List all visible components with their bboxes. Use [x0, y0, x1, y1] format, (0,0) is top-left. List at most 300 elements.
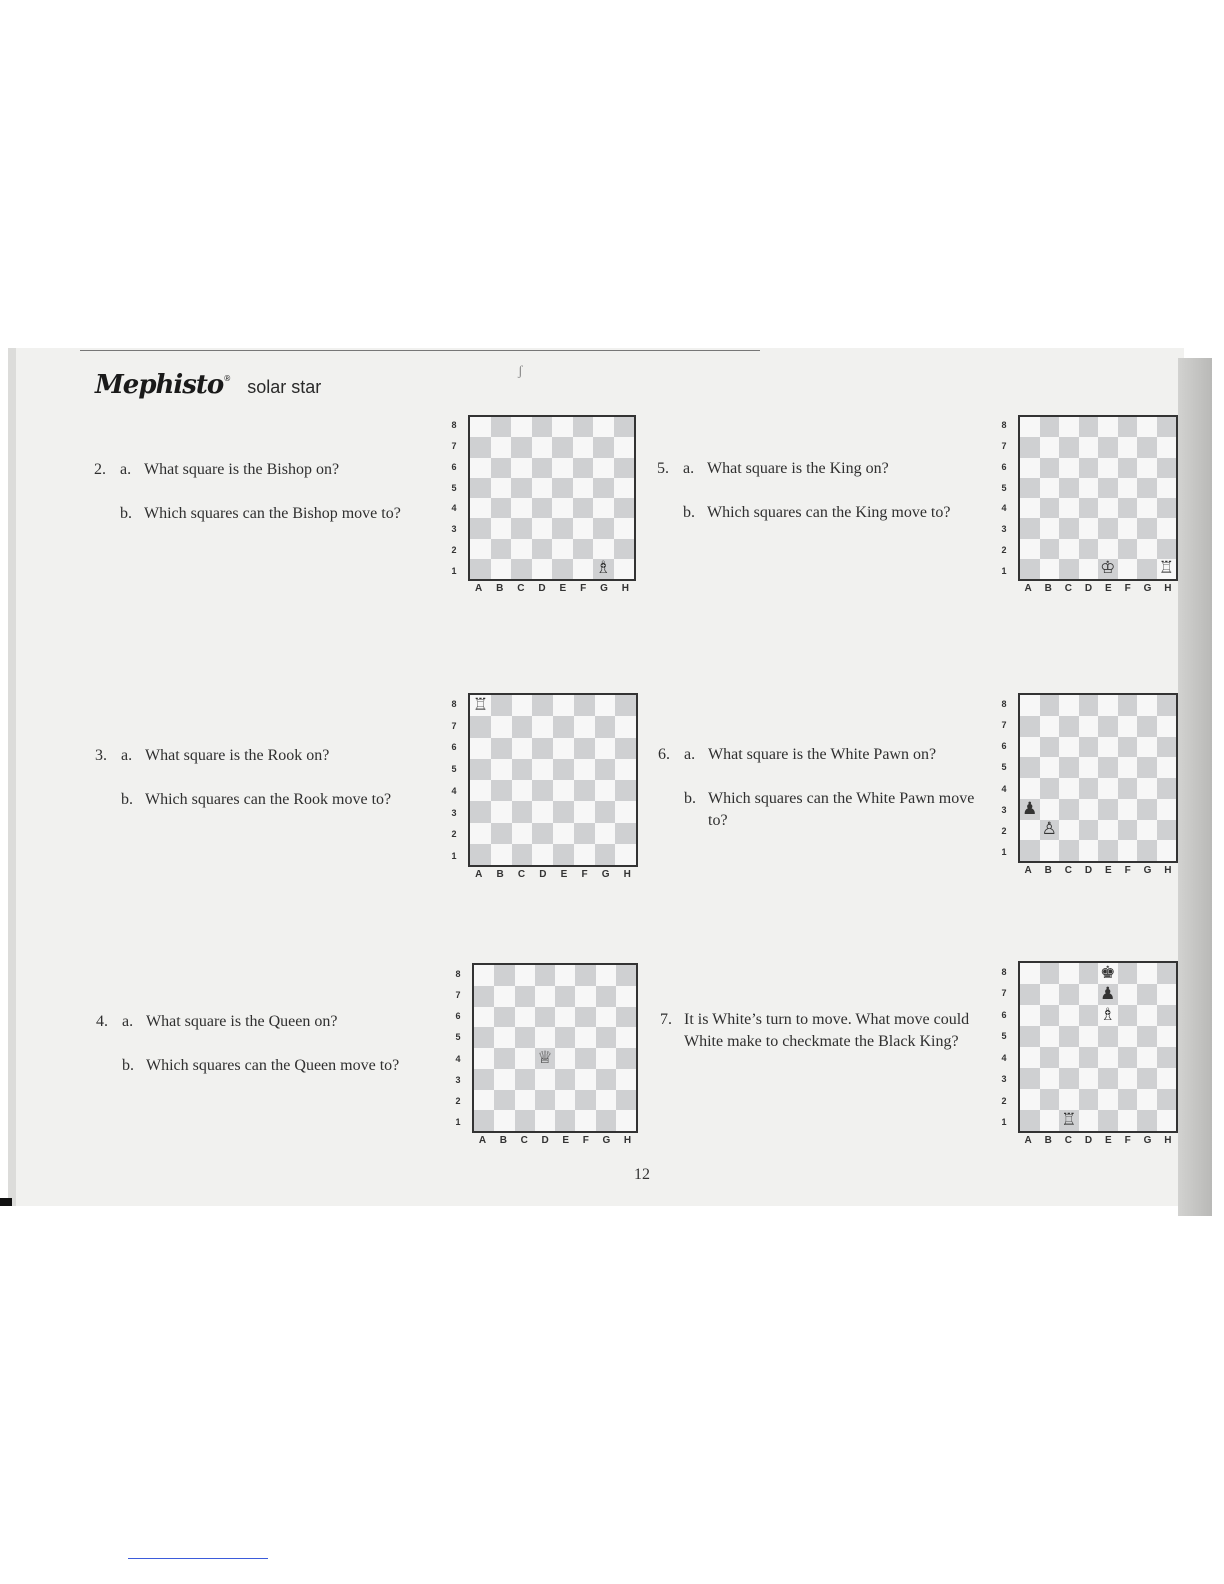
rank-label: 2	[1001, 544, 1007, 555]
square-b2	[1040, 820, 1060, 841]
square-a4	[470, 498, 491, 518]
question-2	[94, 459, 444, 525]
square-d2	[1079, 820, 1099, 841]
square-a2	[1020, 539, 1040, 559]
square-f8	[1118, 695, 1138, 716]
rank-label: 6	[451, 461, 457, 472]
square-a1	[470, 844, 491, 865]
square-g8	[595, 695, 616, 716]
file-label: E	[560, 869, 568, 880]
square-c6	[515, 1007, 535, 1028]
square-g4	[1137, 778, 1157, 799]
square-b8	[1040, 417, 1060, 437]
square-c8	[1059, 695, 1079, 716]
square-c3	[515, 1069, 535, 1090]
file-label: B	[496, 583, 504, 594]
square-b5	[1040, 757, 1060, 778]
square-f3	[573, 518, 594, 538]
square-g4	[595, 780, 616, 801]
part-letter: a.	[683, 460, 695, 477]
square-e8	[1098, 695, 1118, 716]
rank-label: 1	[1001, 565, 1007, 576]
square-h7	[1157, 437, 1177, 457]
square-h6	[615, 738, 636, 759]
square-c6	[511, 458, 532, 478]
square-h5	[1157, 478, 1177, 498]
square-c3	[1059, 1068, 1079, 1089]
square-f6	[1118, 737, 1138, 758]
square-g7	[595, 716, 616, 737]
square-e4	[1098, 1047, 1118, 1068]
square-h7	[1157, 716, 1177, 737]
file-label: G	[602, 1135, 611, 1146]
square-c4	[512, 780, 533, 801]
square-a4	[1020, 498, 1040, 518]
file-label: C	[517, 869, 526, 880]
square-c1	[1059, 559, 1079, 579]
square-d7	[532, 716, 553, 737]
square-c6	[512, 738, 533, 759]
file-label: A	[1024, 865, 1032, 876]
file-label: C	[520, 1135, 528, 1146]
square-b5	[491, 478, 512, 498]
question-text: Which squares can the Bishop move to?	[144, 505, 401, 522]
square-a1	[470, 559, 491, 579]
square-h7	[614, 437, 635, 457]
square-g3	[1137, 518, 1157, 538]
square-f6	[1118, 458, 1138, 478]
square-d3	[532, 518, 553, 538]
rank-label: 5	[455, 1032, 461, 1043]
square-e7	[553, 716, 574, 737]
square-d7	[1079, 984, 1099, 1005]
square-f1	[574, 844, 595, 865]
square-a5	[1020, 1026, 1040, 1047]
square-g3	[1137, 1068, 1157, 1089]
square-c6	[1059, 1005, 1079, 1026]
rank-label: 8	[451, 420, 457, 431]
square-a6	[1020, 1005, 1040, 1026]
file-label: F	[582, 1135, 589, 1146]
rank-label: 8	[455, 968, 461, 979]
square-b3	[1040, 1068, 1060, 1089]
square-h1	[614, 559, 635, 579]
square-b4	[491, 498, 512, 518]
file-labels	[1018, 583, 1178, 594]
square-g8	[1137, 695, 1157, 716]
rank-label: 1	[455, 1117, 461, 1128]
white-rook-icon: ♖	[1061, 1110, 1077, 1130]
square-b7	[491, 437, 512, 457]
square-h8	[1157, 695, 1177, 716]
square-a3	[1020, 799, 1040, 820]
square-e1	[1098, 840, 1118, 861]
square-c4	[515, 1048, 535, 1069]
square-h6	[1157, 737, 1177, 758]
square-h5	[614, 478, 635, 498]
square-c5	[511, 478, 532, 498]
square-g2	[1137, 1089, 1157, 1110]
question-number: 7.	[660, 1011, 672, 1028]
rank-label: 4	[1001, 1052, 1007, 1063]
square-a8	[1020, 417, 1040, 437]
file-label: B	[496, 869, 504, 880]
file-label: B	[1044, 1135, 1052, 1146]
square-d1	[532, 844, 553, 865]
square-h1	[1157, 559, 1177, 579]
square-b8	[1040, 963, 1060, 984]
square-f1	[1118, 840, 1138, 861]
square-d4	[1079, 498, 1099, 518]
rank-label: 3	[455, 1074, 461, 1085]
board-grid	[1018, 961, 1178, 1133]
square-e7	[552, 437, 573, 457]
square-a2	[1020, 1089, 1040, 1110]
square-e6	[555, 1007, 575, 1028]
file-label: D	[541, 1135, 549, 1146]
brand-logo: Mephisto	[95, 370, 224, 400]
square-e1	[1098, 1110, 1118, 1131]
square-f1	[573, 559, 594, 579]
file-label: H	[623, 1135, 632, 1146]
square-d8	[532, 417, 553, 437]
square-a8	[474, 965, 494, 986]
file-label: H	[1164, 583, 1172, 594]
square-g7	[596, 986, 616, 1007]
file-label: B	[1044, 583, 1052, 594]
square-g6	[1137, 737, 1157, 758]
square-f7	[1118, 437, 1138, 457]
square-g2	[1137, 539, 1157, 559]
square-g1	[1137, 559, 1157, 579]
square-b4	[1040, 1047, 1060, 1068]
rank-label: 7	[1001, 441, 1007, 452]
square-f5	[573, 478, 594, 498]
square-c2	[515, 1090, 535, 1111]
square-e3	[555, 1069, 575, 1090]
square-e8	[1098, 417, 1118, 437]
square-h6	[616, 1007, 636, 1028]
square-f7	[1118, 984, 1138, 1005]
square-d3	[532, 801, 553, 822]
square-d5	[1079, 478, 1099, 498]
rank-label: 5	[451, 482, 457, 493]
square-f5	[575, 1027, 595, 1048]
rank-label: 7	[1001, 719, 1007, 730]
square-e7	[1098, 716, 1118, 737]
square-e3	[1098, 1068, 1118, 1089]
square-b8	[491, 417, 512, 437]
question-number: 5.	[657, 460, 669, 477]
square-c4	[1059, 778, 1079, 799]
square-h4	[615, 780, 636, 801]
square-a8	[470, 695, 491, 716]
square-h2	[616, 1090, 636, 1111]
square-h3	[1157, 518, 1177, 538]
file-labels	[1018, 865, 1178, 876]
square-a4	[470, 780, 491, 801]
rank-label: 4	[1001, 503, 1007, 514]
square-d6	[532, 738, 553, 759]
rank-label: 3	[1001, 1074, 1007, 1085]
square-h8	[1157, 417, 1177, 437]
square-d2	[1079, 539, 1099, 559]
rank-label: 2	[451, 829, 457, 840]
square-e4	[555, 1048, 575, 1069]
square-a5	[470, 478, 491, 498]
square-b5	[1040, 1026, 1060, 1047]
square-e5	[552, 478, 573, 498]
board-grid	[472, 963, 638, 1133]
square-f2	[1118, 820, 1138, 841]
chess-board	[448, 693, 638, 883]
square-c7	[512, 716, 533, 737]
square-a3	[474, 1069, 494, 1090]
question-text: What square is the King on?	[707, 460, 889, 477]
square-g6	[1137, 1005, 1157, 1026]
square-g7	[1137, 984, 1157, 1005]
square-d7	[535, 986, 555, 1007]
square-b4	[1040, 498, 1060, 518]
square-d5	[532, 478, 553, 498]
square-c1	[1059, 840, 1079, 861]
square-f5	[1118, 478, 1138, 498]
square-h3	[615, 801, 636, 822]
square-h3	[616, 1069, 636, 1090]
square-a8	[470, 417, 491, 437]
white-bishop-icon: ♗	[595, 558, 611, 579]
square-a5	[1020, 478, 1040, 498]
square-c4	[1059, 1047, 1079, 1068]
square-h5	[1157, 757, 1177, 778]
square-f3	[1118, 799, 1138, 820]
square-d6	[532, 458, 553, 478]
square-h4	[616, 1048, 636, 1069]
square-f4	[573, 498, 594, 518]
square-b7	[1040, 984, 1060, 1005]
square-e6	[1098, 458, 1118, 478]
square-e1	[1098, 559, 1118, 579]
question-text: Which squares can the Rook move to?	[145, 791, 392, 808]
square-f5	[1118, 757, 1138, 778]
file-label: C	[517, 583, 525, 594]
square-f4	[1118, 498, 1138, 518]
file-label: D	[1084, 1135, 1093, 1146]
square-b1	[1040, 1110, 1060, 1131]
rank-label: 5	[1001, 1031, 1007, 1042]
board-grid	[1018, 415, 1178, 581]
square-e2	[552, 539, 573, 559]
square-f3	[574, 801, 595, 822]
square-d5	[532, 759, 553, 780]
square-f5	[1118, 1026, 1138, 1047]
square-d2	[1079, 1089, 1099, 1110]
square-f4	[1118, 1047, 1138, 1068]
square-g6	[593, 458, 614, 478]
square-e8	[552, 417, 573, 437]
rank-label: 3	[451, 807, 457, 818]
square-g2	[1137, 820, 1157, 841]
square-c7	[511, 437, 532, 457]
file-labels	[472, 1135, 638, 1146]
square-f1	[1118, 1110, 1138, 1131]
question-number: 4.	[96, 1013, 108, 1030]
rank-labels	[452, 963, 464, 1133]
rank-label: 7	[451, 441, 457, 452]
square-h6	[1157, 1005, 1177, 1026]
page-edge-shadow	[1178, 358, 1212, 1216]
file-label: A	[1024, 583, 1032, 594]
square-e5	[553, 759, 574, 780]
square-f3	[1118, 1068, 1138, 1089]
scan-speck: ʃ	[518, 364, 523, 379]
file-label: F	[1124, 1135, 1131, 1146]
black-pawn-icon: ♟	[1100, 984, 1116, 1004]
part-letter: b.	[120, 505, 132, 522]
square-a4	[474, 1048, 494, 1069]
rank-label: 8	[451, 698, 457, 709]
file-label: A	[475, 869, 483, 880]
rank-label: 8	[1001, 966, 1007, 977]
file-label: G	[600, 583, 608, 594]
square-f8	[1118, 963, 1138, 984]
file-label: F	[580, 583, 587, 594]
chess-board	[998, 415, 1178, 597]
square-g2	[596, 1090, 616, 1111]
square-h3	[1157, 1068, 1177, 1089]
file-label: G	[1143, 583, 1152, 594]
square-h2	[1157, 820, 1177, 841]
square-e1	[555, 1110, 575, 1131]
square-d7	[1079, 716, 1099, 737]
square-c8	[511, 417, 532, 437]
white-pawn-icon: ♙	[1041, 819, 1057, 840]
square-h8	[616, 965, 636, 986]
square-e2	[1098, 820, 1118, 841]
square-h2	[614, 539, 635, 559]
square-e3	[552, 518, 573, 538]
square-d1	[1079, 559, 1099, 579]
file-label: C	[1064, 865, 1072, 876]
square-b6	[1040, 737, 1060, 758]
registered-mark: ®	[223, 374, 232, 383]
question-text: What square is the Queen on?	[146, 1013, 338, 1030]
square-f7	[575, 986, 595, 1007]
question-text: What square is the Bishop on?	[144, 461, 340, 478]
square-d7	[1079, 437, 1099, 457]
rank-label: 7	[455, 989, 461, 1000]
rank-label: 2	[455, 1096, 461, 1107]
square-f8	[575, 965, 595, 986]
rank-label: 2	[1001, 1095, 1007, 1106]
square-b7	[1040, 437, 1060, 457]
square-c6	[1059, 458, 1079, 478]
square-b6	[491, 738, 512, 759]
square-g4	[1137, 1047, 1157, 1068]
part-letter: b.	[121, 791, 133, 808]
brand-subtitle: solar star	[247, 377, 322, 397]
square-a2	[474, 1090, 494, 1111]
square-g3	[593, 518, 614, 538]
square-a4	[1020, 778, 1040, 799]
square-a3	[1020, 518, 1040, 538]
square-g3	[596, 1069, 616, 1090]
square-b6	[491, 458, 512, 478]
square-d6	[1079, 1005, 1099, 1026]
square-g5	[595, 759, 616, 780]
file-label: E	[559, 583, 567, 594]
square-c7	[1059, 716, 1079, 737]
square-h2	[1157, 539, 1177, 559]
white-bishop-icon: ♗	[1100, 1005, 1116, 1025]
square-b7	[491, 716, 512, 737]
square-e6	[1098, 737, 1118, 758]
file-label: H	[1164, 1135, 1172, 1146]
square-e6	[552, 458, 573, 478]
square-c3	[511, 518, 532, 538]
square-f1	[575, 1110, 595, 1131]
square-g5	[1137, 478, 1157, 498]
square-f2	[574, 823, 595, 844]
square-f7	[1118, 716, 1138, 737]
square-c8	[1059, 417, 1079, 437]
square-h8	[614, 417, 635, 437]
square-d2	[535, 1090, 555, 1111]
square-a3	[470, 801, 491, 822]
square-c1	[515, 1110, 535, 1131]
square-a3	[470, 518, 491, 538]
square-e1	[552, 559, 573, 579]
square-c5	[1059, 478, 1079, 498]
square-b3	[491, 518, 512, 538]
square-e5	[1098, 1026, 1118, 1047]
question-text: Which squares can the White Pawn move to?	[708, 790, 975, 829]
square-e7	[555, 986, 575, 1007]
square-g8	[593, 417, 614, 437]
question-text: What square is the White Pawn on?	[708, 746, 937, 763]
square-d2	[532, 539, 553, 559]
square-f4	[574, 780, 595, 801]
square-d5	[1079, 1026, 1099, 1047]
square-h6	[614, 458, 635, 478]
square-c2	[1059, 820, 1079, 841]
square-c2	[512, 823, 533, 844]
square-d2	[532, 823, 553, 844]
square-g3	[595, 801, 616, 822]
square-e4	[1098, 778, 1118, 799]
square-e2	[1098, 539, 1118, 559]
square-g6	[596, 1007, 616, 1028]
file-label: B	[1044, 865, 1052, 876]
square-h8	[1157, 963, 1177, 984]
square-g8	[596, 965, 616, 986]
square-h1	[1157, 1110, 1177, 1131]
square-a6	[474, 1007, 494, 1028]
square-g8	[1137, 417, 1157, 437]
part-letter: a.	[684, 746, 696, 763]
square-d4	[532, 780, 553, 801]
square-e2	[553, 823, 574, 844]
square-b6	[1040, 458, 1060, 478]
square-a5	[1020, 757, 1040, 778]
file-label: H	[621, 583, 630, 594]
file-label: D	[539, 869, 547, 880]
square-a1	[1020, 1110, 1040, 1131]
square-d6	[1079, 737, 1099, 758]
square-f6	[574, 738, 595, 759]
file-label: E	[1105, 1135, 1112, 1146]
square-d5	[535, 1027, 555, 1048]
